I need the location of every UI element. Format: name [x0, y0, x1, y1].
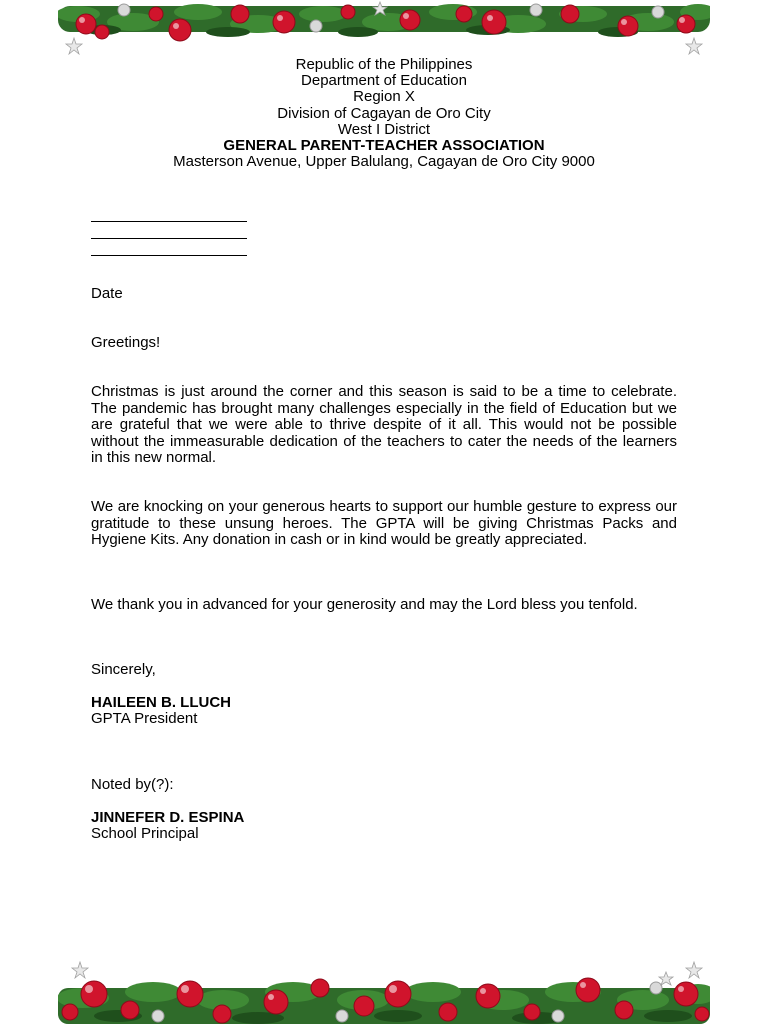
letter-paragraph-2: We are knocking on your generous hearts to support our humble gesture to express our gratitude to these unsung heroes. The GPTA will be giving Christmas Packs and Hygiene Kits. Any donation in cash or in kind would be greatly appreciated.	[91, 498, 677, 548]
bottom-christmas-garland	[58, 958, 710, 1024]
letter-paragraph-1: Christmas is just around the corner and this season is said to be a time to celebrate. The pandemic has brought many challenges especially in the field of Education but we are grateful that we were able to thrive despite of it all. This would not be possible without the immeasurable dedication of the teachers to cater the needs of the learners in this new normal.	[91, 383, 677, 466]
letter-closing: Sincerely,	[91, 661, 156, 678]
signatory-2-name: JINNEFER D. ESPINA	[91, 809, 245, 826]
recipient-blank-line	[91, 239, 247, 256]
signatory-2-title: School Principal	[91, 825, 199, 842]
recipient-blank-line	[91, 205, 247, 222]
header-department: Department of Education	[301, 72, 467, 90]
signatory-1-name: HAILEEN B. LLUCH	[91, 694, 231, 711]
letter-date: Date	[91, 285, 123, 302]
header-district: West I District	[337, 120, 431, 138]
signatory-1-title: GPTA President	[91, 710, 198, 727]
garland-top-svg	[58, 0, 710, 60]
header-region: Region X	[353, 88, 415, 106]
header-address: Masterson Avenue, Upper Balulang, Cagayan de Oro City 9000	[173, 153, 595, 171]
top-christmas-garland	[58, 0, 710, 60]
letter-paragraph-3: We thank you in advanced for your generosity and may the Lord bless you tenfold.	[91, 596, 638, 613]
header-organization: GENERAL PARENT-TEACHER ASSOCIATION	[223, 137, 545, 155]
letterhead	[0, 57, 768, 170]
letter-salutation: Greetings!	[91, 334, 161, 351]
header-republic: Republic of the Philippines	[295, 56, 473, 73]
header-division: Division of Cagayan de Oro City	[277, 104, 491, 122]
recipient-blank-lines	[91, 205, 247, 256]
recipient-blank-line	[91, 222, 247, 239]
garland-bottom-svg	[58, 958, 710, 1024]
noted-by-label: Noted by(?):	[91, 776, 174, 793]
